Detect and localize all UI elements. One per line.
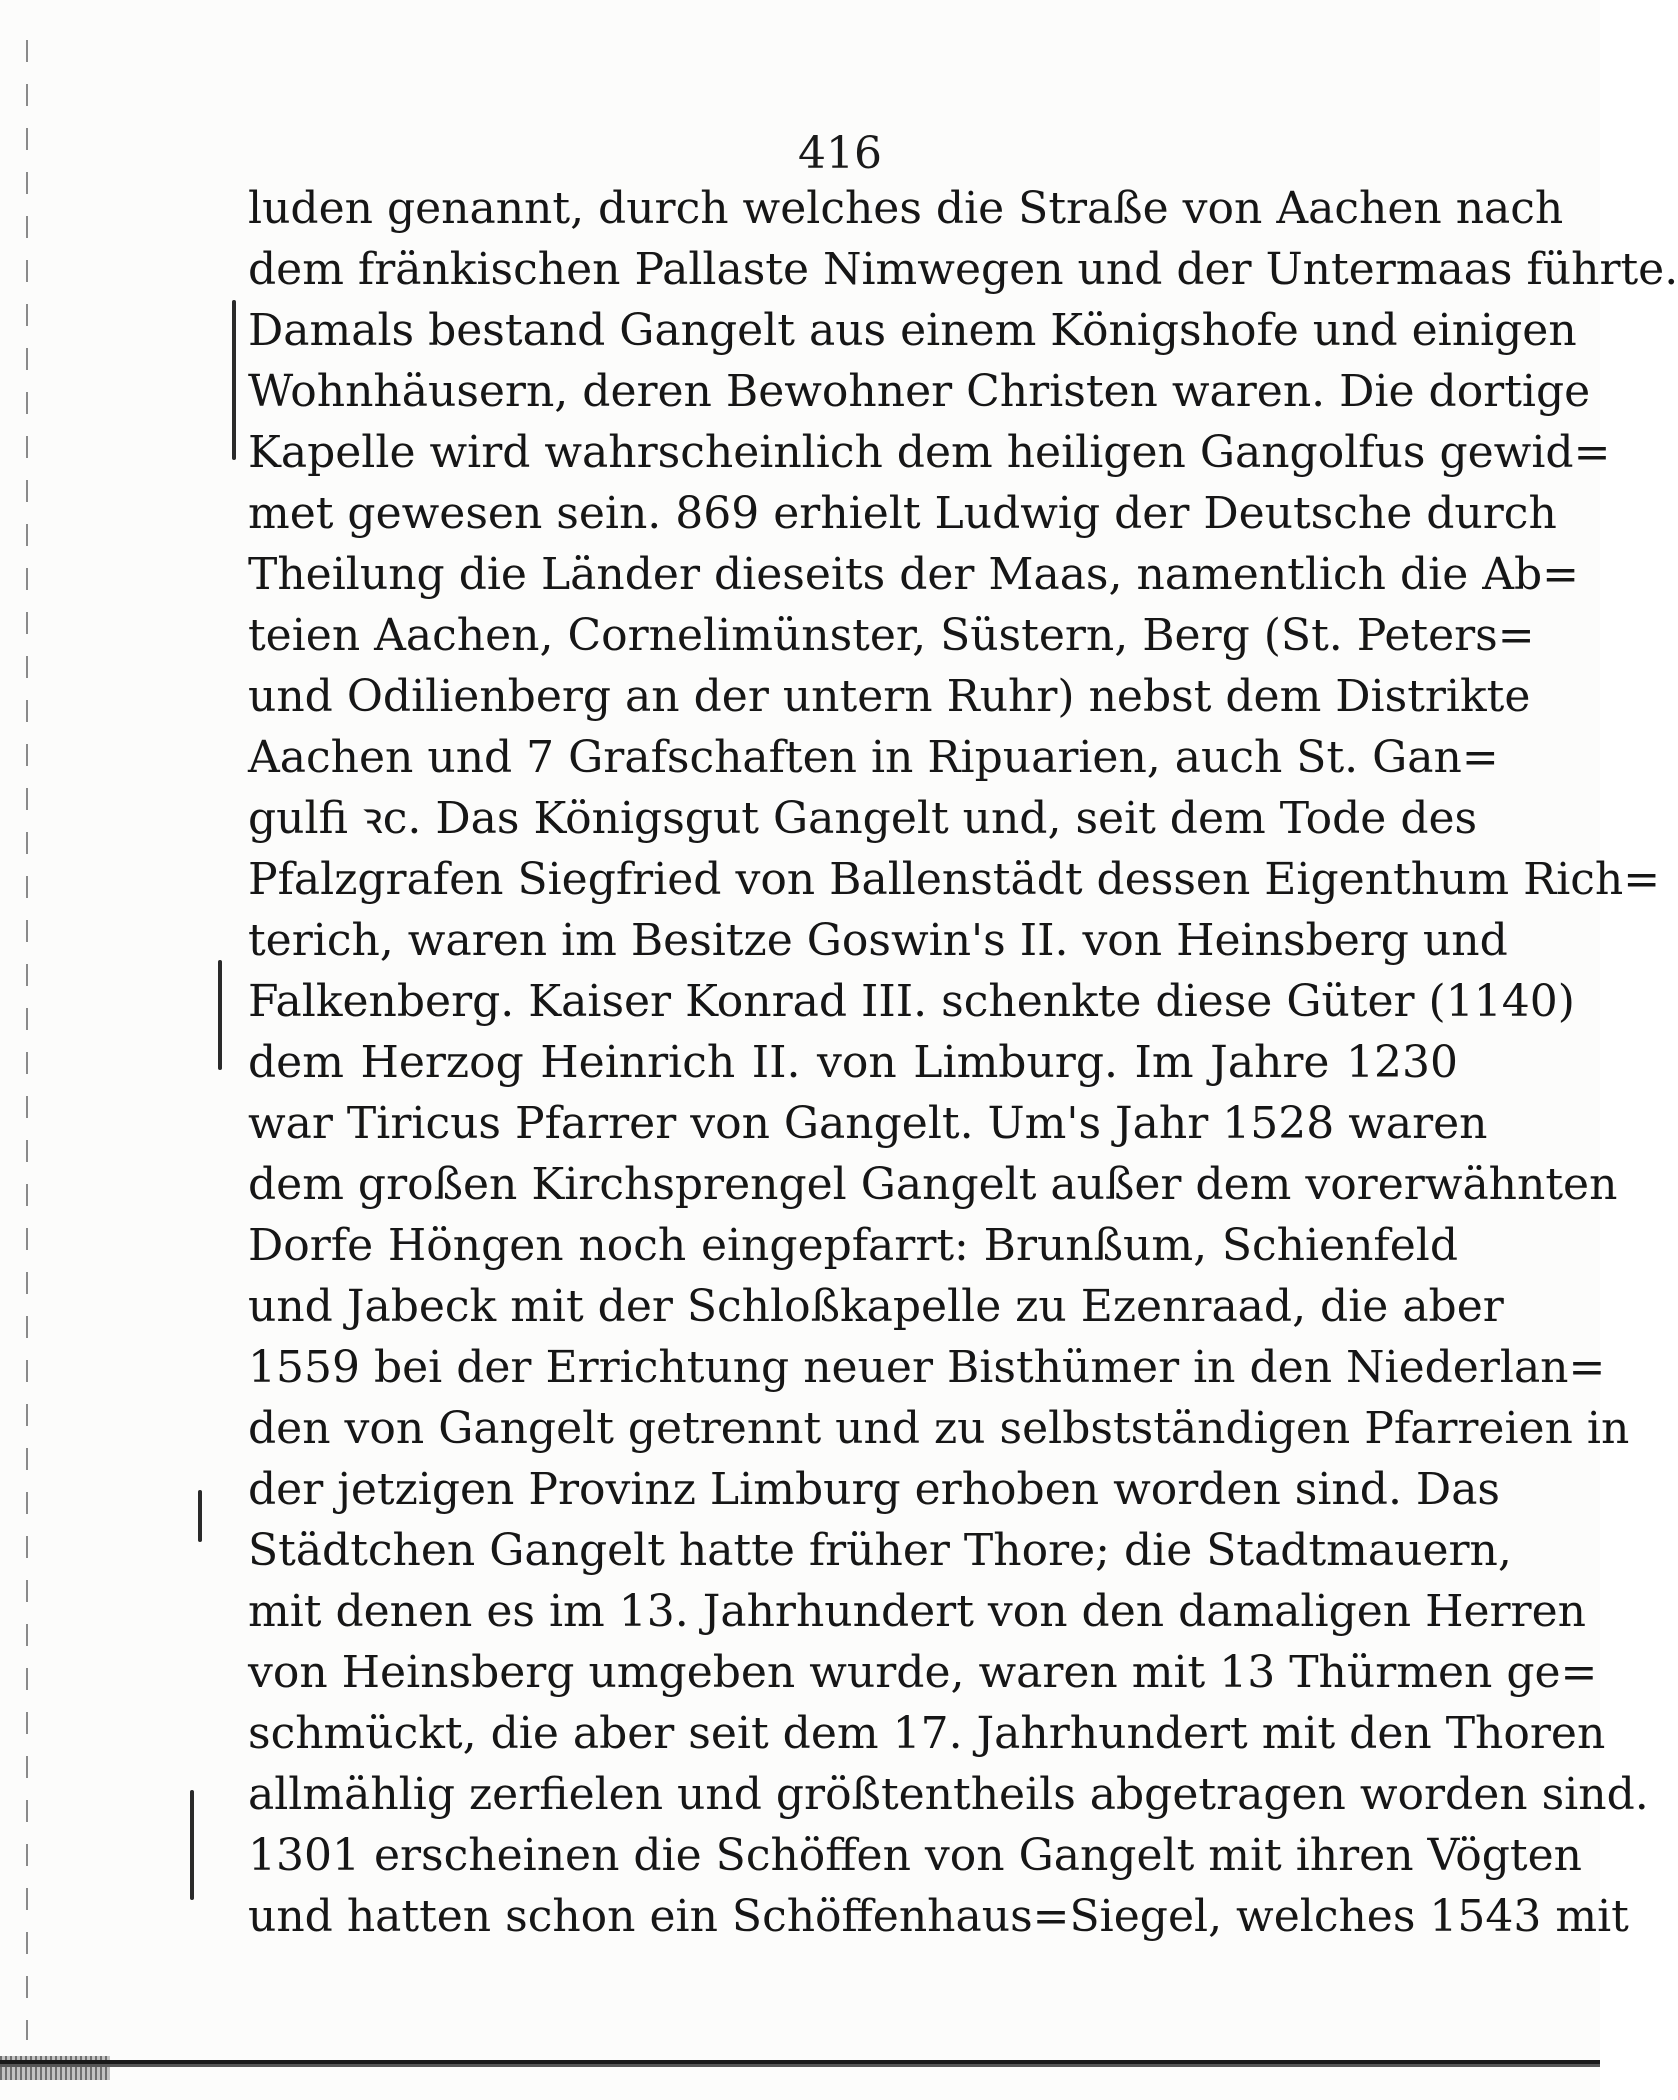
text-line: war Tiricus Pfarrer von Gangelt. Um's Jahr 1528 waren [248, 1098, 1488, 1149]
text-line: gulfi ꝛc. Das Königsgut Gangelt und, seit dem Tode des [248, 793, 1478, 844]
text-line: schmückt, die aber seit dem 17. Jahrhundert mit den Thoren [248, 1708, 1606, 1759]
text-line: mit denen es im 13. Jahrhundert von den damaligen Herren [248, 1586, 1586, 1637]
text-line: met gewesen sein. 869 erhielt Ludwig der Deutsche durch [248, 488, 1557, 539]
text-line: Kapelle wird wahrscheinlich dem heiligen Gangolfus gewid= [248, 427, 1611, 478]
text-line: dem großen Kirchsprengel Gangelt außer dem vorerwähnten [248, 1159, 1618, 1210]
text-line: terich, waren im Besitze Goswin's II. von Heinsberg und [248, 915, 1508, 966]
text-line: Städtchen Gangelt hatte früher Thore; die Stadtmauern, [248, 1525, 1512, 1576]
text-line: und Odilienberg an der untern Ruhr) nebst dem Distrikte [248, 671, 1531, 722]
text-line: allmählig zerfielen und größtentheils abgetragen worden sind. [248, 1769, 1649, 1820]
text-line: Aachen und 7 Grafschaften in Ripuarien, auch St. Gan= [248, 732, 1499, 783]
text-line: Theilung die Länder dieseits der Maas, namentlich die Ab= [248, 549, 1580, 600]
bottom-rule [0, 2060, 1600, 2070]
text-line: Pfalzgrafen Siegfried von Ballenstädt dessen Eigenthum Rich= [248, 854, 1661, 905]
page-number: 416 [798, 128, 882, 179]
text-line: und hatten schon ein Schöffenhaus=Siegel, welches 1543 mit [248, 1891, 1629, 1942]
text-line: und Jabeck mit der Schloßkapelle zu Ezenraad, die aber [248, 1281, 1504, 1332]
text-line: der jetzigen Provinz Limburg erhoben worden sind. Das [248, 1464, 1501, 1515]
margin-mark [218, 960, 222, 1070]
text-line: 1301 erscheinen die Schöffen von Gangelt mit ihren Vögten [248, 1830, 1582, 1881]
text-line: den von Gangelt getrennt und zu selbstständigen Pfarreien in [248, 1403, 1630, 1454]
text-line: Dorfe Höngen noch eingepfarrt: Brunßum, Schienfeld [248, 1220, 1458, 1271]
margin-mark [232, 300, 236, 460]
margin-mark [198, 1490, 202, 1542]
text-line: teien Aachen, Cornelimünster, Süstern, Berg (St. Peters= [248, 610, 1535, 661]
text-line: Damals bestand Gangelt aus einem Königshofe und einigen [248, 305, 1577, 356]
text-line: dem fränkischen Pallaste Nimwegen und der Untermaas führte. [248, 244, 1678, 295]
text-line: von Heinsberg umgeben wurde, waren mit 13 Thürmen ge= [248, 1647, 1598, 1698]
text-line: Wohnhäusern, deren Bewohner Christen waren. Die dortige [248, 366, 1591, 417]
text-line: dem Herzog Heinrich II. von Limburg. Im Jahre 1230 [248, 1037, 1458, 1088]
text-line: luden genannt, durch welches die Straße von Aachen nach [248, 183, 1564, 234]
body-text [248, 178, 1678, 1947]
text-line: Falkenberg. Kaiser Konrad III. schenkte diese Güter (1140) [248, 976, 1575, 1027]
margin-mark [190, 1790, 194, 1900]
text-line: 1559 bei der Errichtung neuer Bisthümer in den Niederlan= [248, 1342, 1606, 1393]
scan-edge-line [26, 40, 28, 2040]
